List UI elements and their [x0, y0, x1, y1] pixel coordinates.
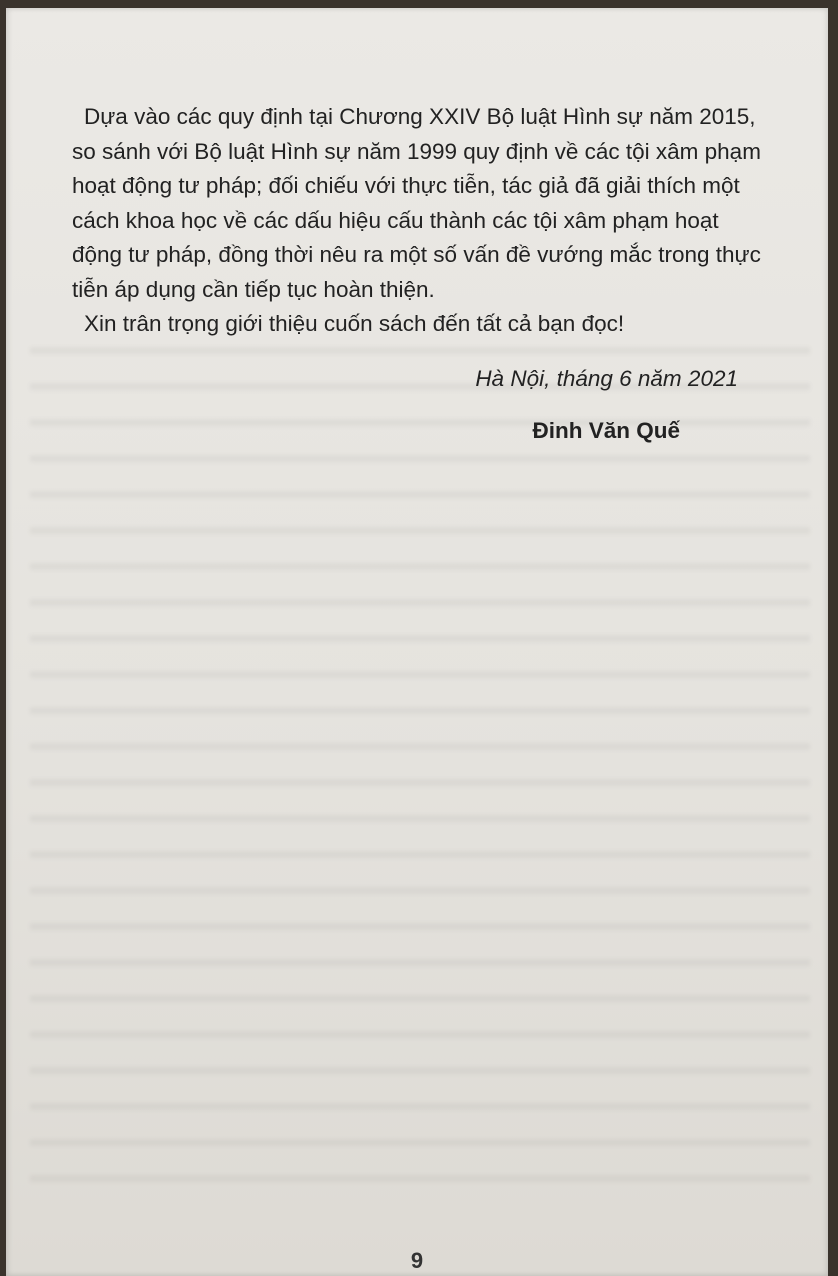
book-page [6, 8, 828, 1276]
bleed-through-texture [30, 328, 810, 1208]
place-date: Hà Nội, tháng 6 năm 2021 [475, 366, 738, 391]
page-number: 9 [410, 1248, 424, 1273]
body-paragraph: Dựa vào các quy định tại Chương XXIV Bộ luật Hình sự năm 2015, so sánh với Bộ luật Hình sự năm 1999 quy định về các tội xâm phạm hoạt động tư pháp; đối chiếu với thực tiễn, tác giả đã giải thích một cách khoa học về các dấu hiệu cấu thành các tội xâm phạm hoạt động tư pháp, đồng thời nêu ra một số vấn đề vướng mắc trong thực tiễn áp dụng cần tiếp tục hoàn thiện. [72, 104, 761, 302]
page-body [72, 100, 762, 443]
closing-paragraph: Xin trân trọng giới thiệu cuốn sách đến tất cả bạn đọc! [84, 311, 625, 336]
author-name: Đinh Văn Quế [532, 418, 680, 443]
